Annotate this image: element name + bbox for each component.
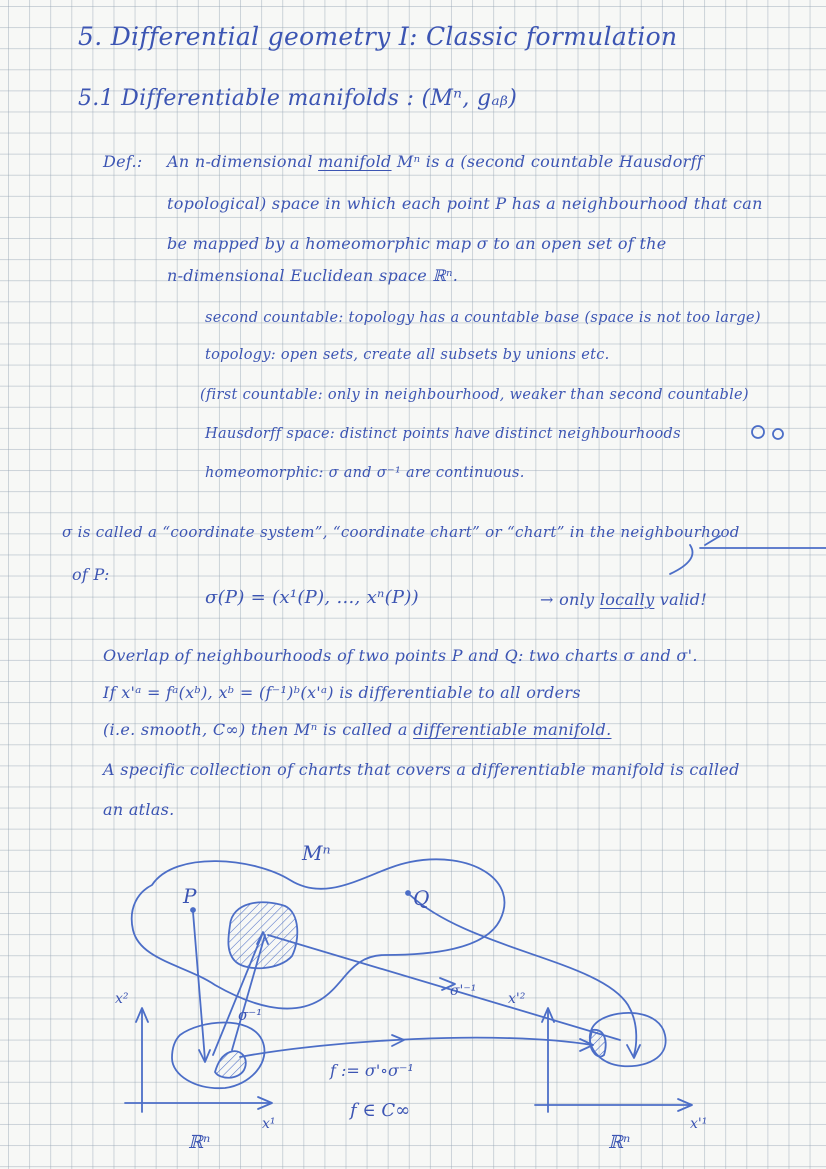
left-axis-x2-label: x² bbox=[115, 991, 129, 1007]
sigma-inverse-arrow bbox=[232, 935, 265, 1050]
note-homeomorphic: homeomorphic: σ and σ⁻¹ are continuous. bbox=[205, 465, 525, 481]
transition-arrow bbox=[240, 1038, 592, 1057]
note-topology: topology: open sets, create all subsets by unions etc. bbox=[205, 347, 610, 363]
sigma-inverse-label: σ⁻¹ bbox=[238, 1006, 263, 1024]
sigma-arrow bbox=[193, 912, 205, 1060]
definition-line-3: be mapped by a homeomorphic map σ to an open set of the bbox=[167, 234, 667, 253]
note-hausdorff: Hausdorff space: distinct points have distinct neighbourhoods bbox=[205, 426, 681, 442]
annotation-arrow bbox=[670, 545, 693, 574]
right-axis-x1-label: x'¹ bbox=[690, 1116, 708, 1132]
smoothness-label: f ∈ C∞ bbox=[350, 1100, 411, 1121]
sigma-prime-arrow bbox=[268, 935, 620, 1040]
sigma-inverse-arrow bbox=[213, 935, 262, 1055]
chart-line-2: of P: bbox=[72, 565, 110, 584]
chart-equation: σ(P) = (x¹(P), ..., xⁿ(P)) bbox=[205, 587, 419, 608]
manifold-term: manifold bbox=[318, 152, 392, 171]
definition-text: Mⁿ is a (second countable Hausdorff bbox=[396, 152, 704, 171]
sigma-prime-inverse-label: σ'⁻¹ bbox=[450, 983, 477, 999]
chart-remark bbox=[540, 590, 707, 609]
left-axis-x1-label: x¹ bbox=[262, 1116, 276, 1132]
point-p-label: P bbox=[183, 884, 197, 908]
definition-line-1 bbox=[167, 152, 703, 171]
definition-line-2: topological) space in which each point P has a neighbourhood that can bbox=[167, 194, 763, 213]
left-chart-region bbox=[172, 1023, 264, 1089]
chart-line-1: σ is called a “coordinate system”, “coordinate chart” or “chart” in the neighbourhood bbox=[62, 523, 740, 541]
overlap-line-1: Overlap of neighbourhoods of two points P and Q: two charts σ and σ'. bbox=[103, 646, 698, 665]
overlap-line-3 bbox=[103, 720, 612, 739]
hausdorff-doodle-icon bbox=[752, 426, 764, 438]
arrow-head bbox=[136, 1008, 148, 1022]
definition-marker: Def.: bbox=[103, 152, 143, 171]
overlap-text: (i.e. smooth, C∞) then Mⁿ is called a bbox=[103, 720, 408, 739]
differentiable-manifold-term: differentiable manifold. bbox=[413, 720, 612, 739]
left-space-label: ℝⁿ bbox=[188, 1132, 211, 1153]
right-hatched-image bbox=[590, 1030, 606, 1057]
right-axis-x2-label: x'² bbox=[508, 991, 526, 1007]
overlap-line-2: If x'ᵃ = fᵃ(xᵇ), xᵇ = (f⁻¹)ᵇ(x'ᵃ) is differentiable to all orders bbox=[103, 683, 581, 702]
neighbourhood-region bbox=[228, 902, 297, 968]
point-p-dot bbox=[191, 908, 195, 912]
subsection-title: 5.1 Differentiable manifolds : (Mⁿ, gₐᵦ) bbox=[78, 86, 518, 111]
overlap-line-5: an atlas. bbox=[103, 800, 175, 819]
section-title: 5. Differential geometry I: Classic formulation bbox=[78, 22, 678, 51]
right-chart-region bbox=[590, 1013, 666, 1066]
manifold-label: Mⁿ bbox=[302, 841, 331, 865]
definition-text: An n-dimensional bbox=[167, 152, 313, 171]
point-q-label: Q bbox=[413, 886, 430, 910]
transition-map-label: f := σ'∘σ⁻¹ bbox=[330, 1061, 414, 1080]
arrow-head bbox=[199, 1050, 210, 1062]
arrow-head bbox=[580, 1039, 593, 1051]
remark-text: → only bbox=[540, 590, 595, 609]
hausdorff-doodle-icon bbox=[773, 429, 783, 439]
arrow-head bbox=[440, 978, 455, 990]
definition-line-4: n-dimensional Euclidean space ℝⁿ. bbox=[167, 266, 459, 285]
manifold-blob bbox=[132, 859, 505, 1008]
right-space-label: ℝⁿ bbox=[608, 1132, 631, 1153]
arrow-head bbox=[392, 1035, 404, 1046]
note-first-countable: (first countable: only in neighbourhood, weaker than second countable) bbox=[200, 387, 749, 403]
remark-text: valid! bbox=[659, 590, 708, 609]
overlap-line-4: A specific collection of charts that covers a differentiable manifold is called bbox=[103, 760, 740, 779]
remark-locally: locally bbox=[599, 590, 655, 609]
arrow-head bbox=[678, 1099, 692, 1111]
note-second-countable: second countable: topology has a countable base (space is not too large) bbox=[205, 310, 761, 326]
arrow-head bbox=[542, 1008, 554, 1022]
left-hatched-image bbox=[215, 1051, 246, 1078]
arrow-head bbox=[258, 1097, 272, 1109]
arrow-head bbox=[627, 1045, 640, 1058]
point-q-dot bbox=[406, 891, 410, 895]
q-arrow bbox=[410, 895, 636, 1055]
arrow-head bbox=[257, 932, 268, 944]
